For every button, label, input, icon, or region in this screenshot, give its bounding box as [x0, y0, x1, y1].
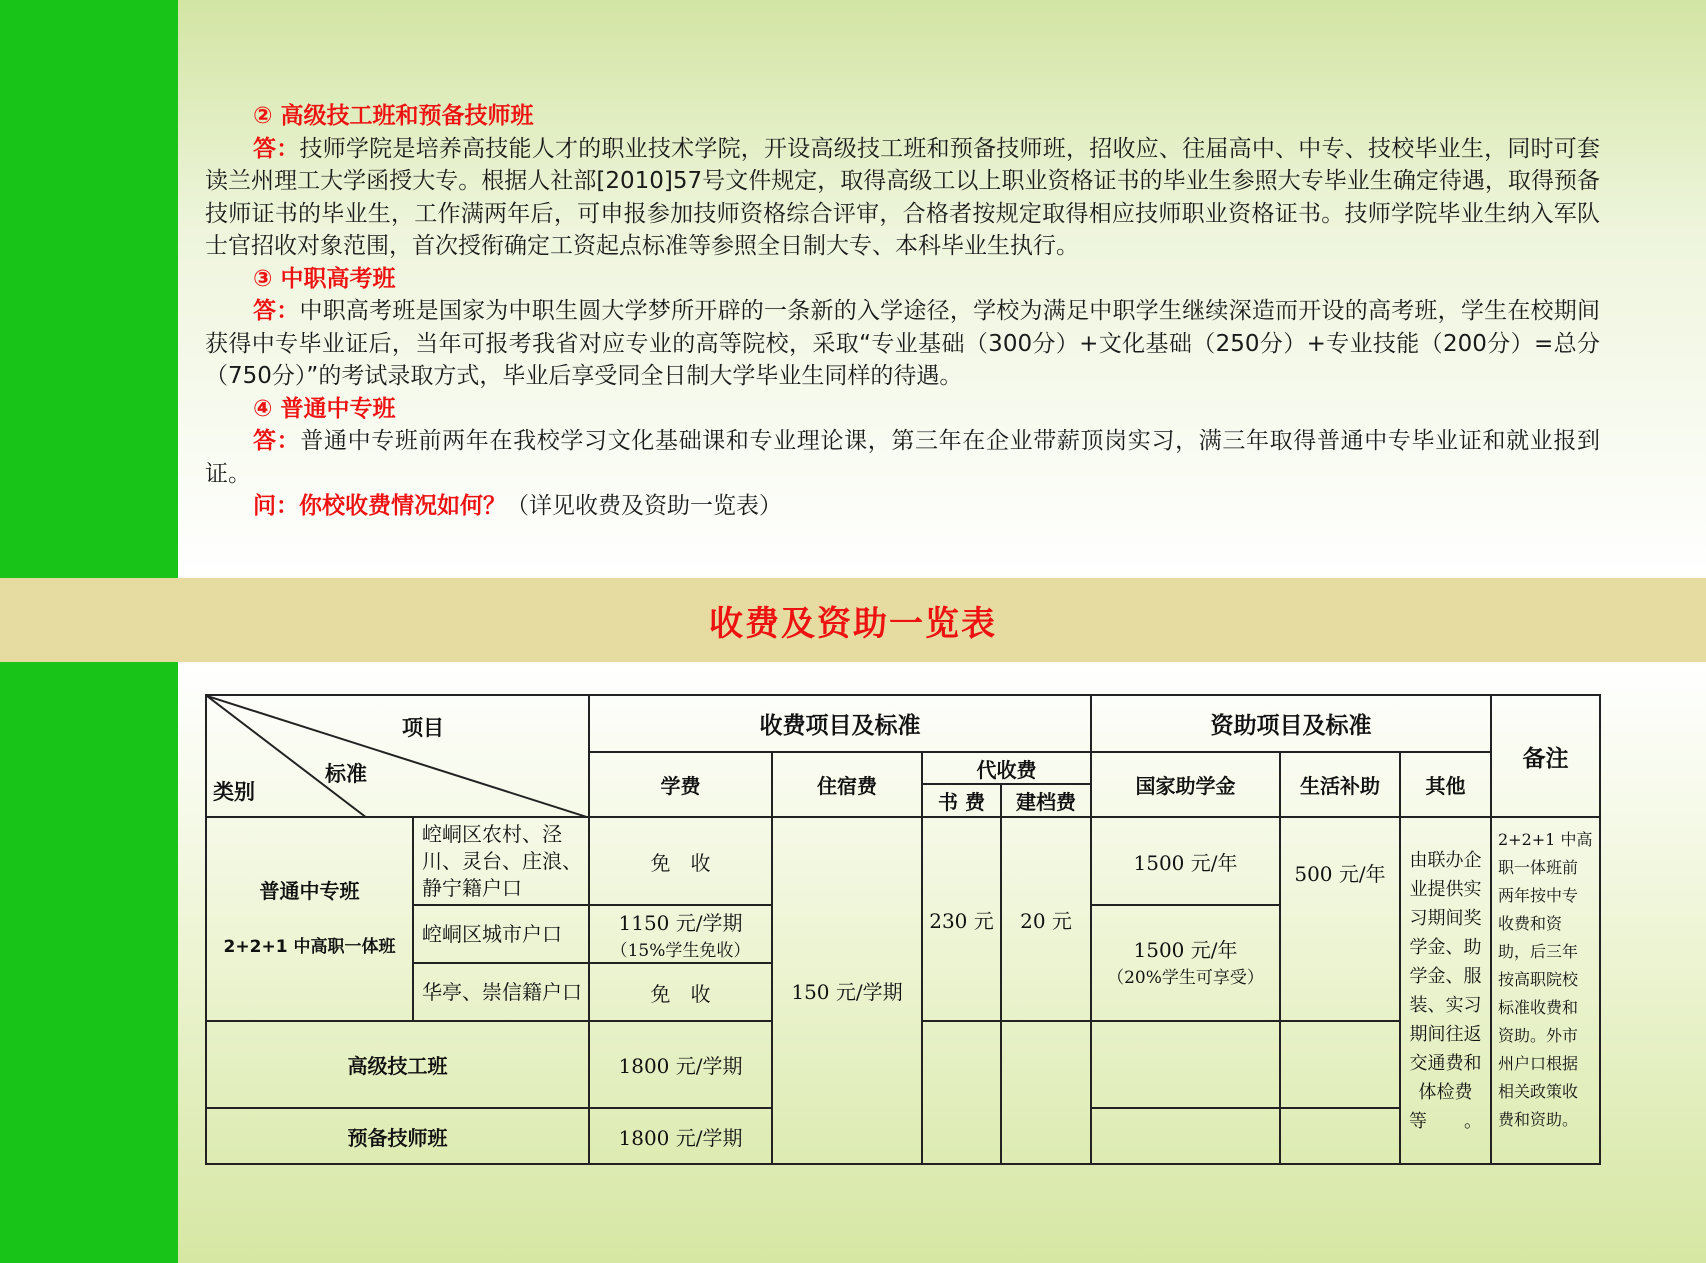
national-city-note: （20%学生可享受）	[1107, 968, 1264, 988]
living-allowance: 500 元/年	[1280, 817, 1400, 1021]
answer-text: 技师学院是培养高技能人才的职业技术学院，开设高级技工班和预备技师班，招收应、往届高中、中专、技校毕业生，同时可套读兰州理工大学函授大专。根据人社部[2010]57号文件规定，取得高级工以上职业资格证书的毕业生参照大专毕业生确定待遇，取得预备技师证书的毕业生，工作满两年后，可申报参加技师资格综合评审，合格者按规定取得相应技师职业资格证书。技师学院毕业生纳入军队士官招收对象范围，首次授衔确定工资起点标准等参照全日制大专、本科毕业生执行。	[205, 135, 1601, 259]
category-normal	[206, 817, 413, 1021]
answer-text: 普通中专班前两年在我校学习文化基础课和专业理论课，第三年在企业带薪顶岗实习，满三年取得普通中专毕业证和就业报到证。	[205, 428, 1601, 487]
national-prep-empty	[1091, 1108, 1280, 1164]
category-prep: 预备技师班	[206, 1108, 589, 1164]
section-heading-normal: ④ 普通中专班	[253, 395, 396, 422]
fee-prep: 1800 元/学期	[589, 1108, 772, 1164]
file-fee: 20 元	[1001, 817, 1091, 1021]
lodging-fee: 150 元/学期	[772, 817, 922, 1164]
sub-city: 崆峒区城市户口	[413, 905, 589, 963]
answer-label: 答：	[253, 298, 300, 324]
header-national-grant: 国家助学金	[1091, 752, 1280, 817]
fee-rural: 免 收	[589, 817, 772, 905]
header-lodging: 住宿费	[772, 752, 922, 817]
fee-huating: 免 收	[589, 963, 772, 1021]
answer-label: 答：	[253, 135, 300, 162]
header-book-fee: 书 费	[922, 784, 1001, 817]
diag-label-standard: 标准	[325, 762, 367, 786]
fee-city-note: （15%学生免收）	[610, 941, 751, 961]
header-other: 其他	[1400, 752, 1491, 817]
table-banner	[0, 578, 1706, 662]
remarks-text: 2+2+1 中高职一体班前两年按中专收费和资助，后三年按高职院校标准收费和资助。外市州户口根据相关政策收费和资助。	[1491, 817, 1600, 1164]
diagonal-header-cell	[206, 695, 589, 817]
national-city	[1091, 905, 1280, 1021]
question-label: 问：你校收费情况如何？	[253, 493, 506, 519]
header-fee-items: 收费项目及标准	[589, 695, 1091, 752]
diagonal-lines	[207, 696, 590, 818]
book-fee-empty	[922, 1021, 1001, 1164]
living-senior-empty	[1280, 1021, 1400, 1108]
left-green-bar-bottom	[0, 662, 178, 1263]
answer-normal	[205, 425, 1600, 490]
category-integrated-label: 2+2+1 中高职一体班	[223, 937, 396, 957]
header-tuition: 学费	[589, 752, 772, 817]
book-fee: 230 元	[922, 817, 1001, 1021]
section-heading-exam: ③ 中职高考班	[253, 265, 396, 292]
answer-exam	[205, 295, 1600, 393]
fee-city-value: 1150 元/学期	[618, 911, 743, 935]
fee-senior: 1800 元/学期	[589, 1021, 772, 1108]
header-remarks: 备注	[1491, 695, 1600, 817]
header-living-allowance: 生活补助	[1280, 752, 1400, 817]
answer-label: 答：	[253, 428, 301, 454]
category-normal-label: 普通中专班	[259, 879, 360, 903]
answer-senior	[205, 133, 1600, 263]
other-aid: 由联办企业提供实习期间奖学金、助学金、服装、实习期间往返交通费和体检费等。	[1400, 817, 1491, 1164]
file-fee-empty	[1001, 1021, 1091, 1164]
national-senior-empty	[1091, 1021, 1280, 1108]
question-note: （详见收费及资助一览表）	[506, 493, 782, 519]
diag-label-item: 项目	[402, 716, 444, 740]
left-green-bar-top	[0, 0, 178, 578]
living-prep-empty	[1280, 1108, 1400, 1164]
question-fees	[205, 490, 1600, 523]
banner-title: 收费及资助一览表	[709, 603, 997, 644]
header-aid-items: 资助项目及标准	[1091, 695, 1491, 752]
section-heading-senior: ② 高级技工班和预备技师班	[253, 103, 534, 129]
header-file-fee: 建档费	[1001, 784, 1091, 817]
fee-aid-table	[205, 694, 1601, 1165]
category-senior: 高级技工班	[206, 1021, 589, 1108]
national-rural: 1500 元/年	[1091, 817, 1280, 905]
sub-huating: 华亭、崇信籍户口	[413, 963, 589, 1021]
faq-text	[205, 100, 1600, 523]
answer-text: 中职高考班是国家为中职生圆大学梦所开辟的一条新的入学途径，学校为满足中职学生继续深造而开设的高考班，学生在校期间获得中专毕业证后，当年可报考我省对应专业的高等院校，采取“专业基础（300分）+文化基础（250分）+专业技能（200分）=总分（750分）”的考试录取方式，毕业后享受同全日制大学毕业生同样的待遇。	[205, 298, 1601, 389]
sub-rural: 崆峒区农村、泾川、灵台、庄浪、静宁籍户口	[413, 817, 589, 905]
national-city-value: 1500 元/年	[1133, 938, 1238, 962]
fee-city	[589, 905, 772, 963]
diag-label-category: 类别	[213, 780, 255, 804]
header-collected-fees: 代收费	[922, 752, 1091, 784]
